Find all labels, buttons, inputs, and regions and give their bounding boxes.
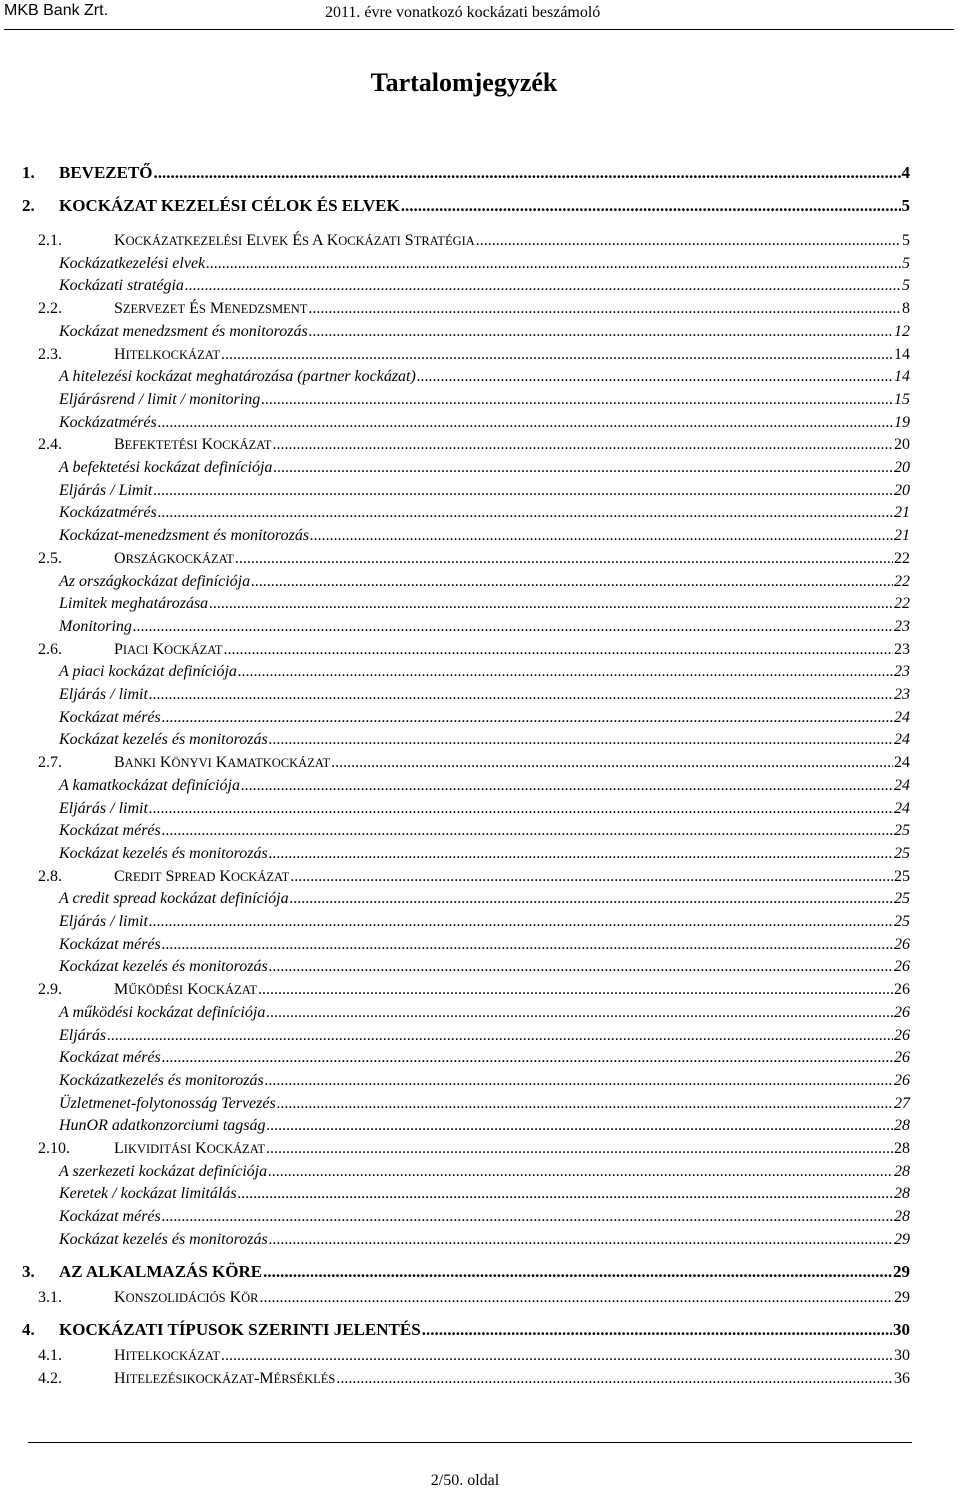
toc-entry-label: Kockázat kezelés és monitorozás	[59, 844, 268, 862]
toc-entry-page: 19	[894, 413, 910, 431]
toc-leader-dots	[235, 548, 893, 570]
toc-entry-label: Eljárás	[59, 1026, 107, 1044]
toc-entry-number: 2.8.	[38, 867, 62, 885]
toc-entry-label: Kockázati stratégia	[59, 277, 184, 295]
toc-entry-label: HunOR adatkonzorciumi tagság	[59, 1117, 266, 1135]
toc-leader-dots	[417, 366, 893, 388]
toc-entry-label: Kockázat mérés	[59, 1208, 161, 1226]
toc-entry-label: HITELKOCKÁZAT	[114, 1346, 220, 1364]
toc-entry-number: 2.3.	[38, 345, 62, 363]
toc-entry-page: 22	[894, 549, 910, 567]
toc-entry[interactable]	[59, 321, 910, 343]
toc-entry[interactable]	[59, 1229, 910, 1251]
toc-entry-page: 29	[893, 1261, 910, 1281]
toc-entry-number: 2.1.	[38, 232, 62, 249]
toc-entry-number: 2.	[22, 196, 35, 215]
toc-entry-label: Kockázat kezelés és monitorozás	[59, 958, 268, 976]
toc-entry-number: 2.9.	[38, 981, 62, 999]
toc-leader-dots	[266, 1138, 893, 1160]
toc-entry[interactable]	[59, 1115, 910, 1137]
toc-entry-label: HITELKOCKÁZAT	[114, 345, 220, 363]
toc-entry-label: A credit spread kockázat definíciója	[59, 890, 289, 908]
toc-entry[interactable]	[22, 1261, 910, 1283]
toc-leader-dots	[401, 195, 901, 217]
toc-entry-label: Monitoring	[59, 617, 132, 635]
toc-leader-dots	[310, 525, 893, 547]
toc-entry-label: A hitelezési kockázat meghatározása (partner kockázat)	[59, 368, 416, 386]
toc-entry-label: Kockázat mérés	[59, 708, 161, 726]
toc-entry[interactable]	[59, 593, 910, 615]
toc-leader-dots	[269, 956, 893, 978]
toc-leader-dots	[308, 298, 901, 320]
toc-leader-dots	[269, 843, 893, 865]
toc-entry[interactable]	[59, 571, 910, 593]
toc-entry-page: 23	[894, 617, 910, 635]
toc-entry-page: 26	[894, 1049, 910, 1067]
toc-entry-page: 30	[894, 1346, 910, 1364]
toc-entry-label: Kockázatmérés	[59, 413, 157, 431]
toc-entry-page: 36	[894, 1369, 910, 1387]
toc-entry-number: 3.1.	[38, 1288, 62, 1306]
toc-entry[interactable]	[22, 195, 910, 217]
toc-entry[interactable]	[38, 639, 910, 661]
toc-entry[interactable]	[59, 525, 910, 547]
toc-entry-number: 4.2.	[38, 1369, 62, 1387]
toc-entry-label: Kockázat mérés	[59, 1049, 161, 1067]
toc-leader-dots	[162, 1047, 893, 1069]
toc-entry-label: CREDIT SPREAD KOCKÁZAT	[114, 867, 290, 885]
toc-entry-page: 21	[894, 527, 910, 545]
toc-entry-label: Eljárásrend / limit / monitoring	[59, 390, 261, 408]
report-title: 2011. évre vonatkozó kockázati beszámoló	[325, 4, 601, 21]
toc-entry-number: 3.	[22, 1261, 35, 1281]
toc-entry[interactable]	[38, 1345, 910, 1367]
toc-entry-label: KONSZOLIDÁCIÓS KÖR	[114, 1288, 259, 1306]
toc-entry-number: 4.1.	[38, 1346, 62, 1364]
toc-leader-dots	[267, 1115, 893, 1137]
toc-entry[interactable]	[59, 1093, 910, 1115]
toc-entry[interactable]	[59, 457, 910, 479]
toc-entry-number: 2.2.	[38, 300, 62, 318]
toc-entry-label: LIKVIDITÁSI KOCKÁZAT	[114, 1140, 266, 1157]
toc-entry-number: 2.6.	[38, 640, 62, 658]
toc-leader-dots	[263, 1261, 892, 1283]
toc-leader-dots	[422, 1319, 892, 1341]
toc-leader-dots	[158, 412, 893, 434]
page-title: Tartalomjegyzék	[370, 68, 558, 97]
toc-entry-page: 28	[894, 1185, 910, 1203]
toc-entry-page: 29	[894, 1288, 910, 1306]
toc-entry-page: 24	[894, 731, 910, 749]
toc-entry-page: 22	[894, 572, 910, 590]
toc-leader-dots	[261, 389, 893, 411]
toc-entry-page: 23	[894, 686, 910, 703]
toc-entry[interactable]	[59, 1070, 910, 1092]
toc-entry-number: 1.	[22, 163, 35, 182]
toc-entry[interactable]	[59, 775, 910, 797]
toc-entry-page: 14	[894, 368, 910, 386]
toc-entry[interactable]	[59, 412, 910, 434]
toc-entry-page: 30	[893, 1319, 910, 1339]
toc-leader-dots	[277, 1093, 893, 1115]
toc-entry[interactable]	[59, 729, 910, 751]
toc-entry-page: 5	[902, 277, 910, 295]
toc-entry[interactable]	[59, 1161, 910, 1183]
toc-entry-label: PIACI KOCKÁZAT	[114, 640, 223, 658]
toc-entry-label: Üzletmenet-folytonosság Tervezés	[59, 1094, 276, 1112]
toc-entry[interactable]	[59, 934, 910, 956]
toc-entry[interactable]	[59, 911, 910, 933]
toc-leader-dots	[273, 434, 894, 456]
toc-entry[interactable]	[59, 661, 910, 683]
toc-entry-page: 4	[901, 163, 910, 182]
toc-entry-label: Eljárás / limit	[59, 686, 148, 703]
toc-entry[interactable]	[59, 1183, 910, 1205]
toc-leader-dots	[162, 934, 893, 956]
toc-entry-label: HITELEZÉSIKOCKÁZAT-MÉRSÉKLÉS	[114, 1369, 336, 1387]
toc-entry-page: 20	[894, 459, 910, 476]
toc-entry-label: Kockázat menedzsment és monitorozás	[59, 322, 308, 340]
toc-entry-page: 14	[894, 345, 910, 363]
toc-leader-dots	[224, 639, 893, 661]
toc-entry-number: 2.10.	[38, 1140, 70, 1157]
toc-entry-label: Kockázatkezelés és monitorozás	[59, 1071, 264, 1089]
toc-entry-page: 22	[894, 595, 910, 613]
toc-leader-dots	[268, 1161, 893, 1183]
toc-leader-dots	[133, 616, 893, 638]
toc-entry-page: 25	[894, 822, 910, 840]
toc-leader-dots	[153, 480, 893, 502]
toc-leader-dots	[309, 321, 893, 343]
toc-entry[interactable]	[59, 1047, 910, 1069]
toc-entry[interactable]	[38, 1287, 910, 1309]
toc-entry-number: 2.4.	[38, 436, 62, 454]
toc-entry-page: 24	[894, 708, 910, 726]
company-name: MKB Bank Zrt.	[4, 2, 109, 19]
toc-leader-dots	[209, 593, 893, 615]
toc-entry[interactable]	[38, 230, 910, 252]
toc-entry-label: BANKI KÖNYVI KAMATKOCKÁZAT	[114, 754, 331, 772]
toc-entry-label: Eljárás / Limit	[59, 481, 153, 499]
toc-entry[interactable]	[59, 820, 910, 842]
toc-entry[interactable]	[59, 366, 910, 388]
toc-leader-dots	[149, 911, 893, 933]
page-number: 2/50. oldal	[430, 1472, 500, 1489]
toc-leader-dots	[206, 253, 901, 275]
toc-entry[interactable]	[59, 1206, 910, 1228]
toc-leader-dots	[154, 162, 901, 184]
toc-leader-dots	[336, 1368, 893, 1390]
toc-entry-label: Keretek / kockázat limitálás	[59, 1185, 237, 1203]
toc-entry-page: 24	[894, 799, 910, 817]
toc-entry-page: 8	[902, 300, 910, 318]
toc-entry-label: Kockázat-menedzsment és monitorozás	[59, 527, 310, 545]
toc-leader-dots	[241, 775, 893, 797]
toc-entry[interactable]	[59, 480, 910, 502]
toc-entry-page: 25	[894, 890, 910, 908]
toc-leader-dots	[238, 1183, 893, 1205]
toc-leader-dots	[265, 1070, 893, 1092]
toc-entry-number: 2.5.	[38, 549, 62, 567]
toc-leader-dots	[290, 888, 893, 910]
toc-entry-label: MŰKÖDÉSI KOCKÁZAT	[114, 981, 257, 999]
toc-leader-dots	[149, 684, 893, 706]
toc-entry-page: 26	[894, 1003, 910, 1021]
toc-leader-dots	[158, 502, 893, 524]
toc-leader-dots	[258, 979, 893, 1001]
toc-entry-label: Az országkockázat definíciója	[59, 572, 251, 590]
toc-entry-page: 25	[894, 867, 910, 885]
toc-entry-label: KOCKÁZAT KEZELÉSI CÉLOK ÉS ELVEK	[59, 196, 400, 215]
toc-entry-label: Kockázat kezelés és monitorozás	[59, 731, 268, 749]
toc-entry-page: 5	[901, 196, 910, 215]
toc-entry-page: 12	[894, 322, 910, 340]
toc-entry-label: SZERVEZET ÉS MENEDZSMENT	[114, 300, 308, 318]
toc-entry-label: A működési kockázat definíciója	[59, 1003, 266, 1021]
toc-entry-page: 20	[894, 436, 910, 454]
toc-leader-dots	[476, 230, 901, 252]
toc-entry-page: 27	[894, 1094, 910, 1112]
toc-entry-page: 26	[894, 981, 910, 999]
toc-leader-dots	[269, 1229, 893, 1251]
toc-entry[interactable]	[38, 1138, 910, 1160]
toc-entry-label: Eljárás / limit	[59, 799, 148, 817]
toc-entry-page: 5	[902, 232, 910, 249]
toc-entry-label: KOCKÁZATI TÍPUSOK SZERINTI JELENTÉS	[59, 1319, 421, 1339]
toc-entry-label: BEVEZETŐ	[59, 163, 153, 182]
toc-leader-dots	[260, 1287, 894, 1309]
toc-entry-label: ORSZÁGKOCKÁZAT	[114, 549, 234, 567]
toc-entry[interactable]	[59, 888, 910, 910]
toc-entry[interactable]	[59, 1002, 910, 1024]
toc-entry-page: 29	[894, 1230, 910, 1248]
toc-entry-page: 21	[894, 504, 910, 522]
toc-entry-label: Kockázatmérés	[59, 504, 157, 522]
toc-entry-page: 24	[894, 776, 910, 794]
toc-entry[interactable]	[38, 434, 910, 456]
toc-leader-dots	[269, 729, 893, 751]
toc-entry-page: 5	[902, 254, 910, 272]
toc-entry-label: KOCKÁZATKEZELÉSI ELVEK ÉS A KOCKÁZATI STRATÉGIA	[114, 232, 475, 249]
toc-entry[interactable]	[59, 956, 910, 978]
toc-entry-label: BEFEKTETÉSI KOCKÁZAT	[114, 436, 272, 454]
toc-entry-label: Eljárás / limit	[59, 913, 148, 930]
toc-leader-dots	[266, 1002, 893, 1024]
toc-entry[interactable]	[59, 502, 910, 524]
toc-leader-dots	[290, 866, 893, 888]
toc-entry-label: Kockázat mérés	[59, 935, 161, 953]
toc-entry[interactable]	[59, 1025, 910, 1047]
toc-leader-dots	[251, 571, 893, 593]
toc-entry-page: 20	[894, 481, 910, 499]
toc-entry[interactable]	[59, 275, 910, 297]
toc-entry[interactable]	[38, 548, 910, 570]
toc-leader-dots	[107, 1025, 893, 1047]
toc-entry[interactable]	[59, 707, 910, 729]
toc-entry[interactable]	[38, 979, 910, 1001]
toc-entry-page: 25	[894, 913, 910, 930]
toc-entry-number: 4.	[22, 1319, 35, 1339]
toc-entry[interactable]	[38, 344, 910, 366]
toc-entry-page: 28	[894, 1162, 910, 1180]
toc-entry[interactable]	[22, 162, 910, 184]
toc-entry-page: 25	[894, 844, 910, 862]
toc-entry[interactable]	[59, 798, 910, 820]
toc-entry[interactable]	[38, 866, 910, 888]
toc-entry-page: 23	[894, 663, 910, 681]
toc-leader-dots	[331, 752, 893, 774]
toc-entry[interactable]	[59, 389, 910, 411]
toc-entry[interactable]	[38, 1368, 910, 1390]
toc-entry-number: 2.7.	[38, 754, 62, 772]
toc-entry-label: A piaci kockázat definíciója	[59, 663, 237, 681]
toc-leader-dots	[149, 798, 893, 820]
toc-entry[interactable]	[59, 684, 910, 706]
toc-entry-label: A szerkezeti kockázat definíciója	[59, 1162, 268, 1180]
toc-entry[interactable]	[38, 298, 910, 320]
toc-leader-dots	[185, 275, 901, 297]
toc-entry-label: Kockázatkezelési elvek	[59, 254, 206, 272]
toc-entry-page: 24	[894, 754, 910, 772]
toc-entry-label: A befektetési kockázat definíciója	[59, 459, 273, 476]
toc-entry-page: 28	[894, 1117, 910, 1135]
toc-leader-dots	[238, 661, 893, 683]
toc-leader-dots	[162, 707, 893, 729]
toc-entry[interactable]	[59, 253, 910, 275]
toc-entry-page: 28	[894, 1140, 910, 1157]
toc-entry[interactable]	[38, 752, 910, 774]
toc-entry[interactable]	[22, 1319, 910, 1341]
toc-entry-label: Limitek meghatározása	[59, 595, 209, 613]
toc-entry-label: Kockázat mérés	[59, 822, 161, 840]
toc-entry-label: A kamatkockázat definíciója	[59, 776, 240, 794]
toc-leader-dots	[162, 1206, 893, 1228]
toc-entry-page: 26	[894, 958, 910, 976]
toc-leader-dots	[162, 820, 893, 842]
footer-rule	[28, 1442, 912, 1443]
toc-entry-page: 15	[894, 390, 910, 408]
toc-entry-page: 23	[894, 640, 910, 658]
toc-entry-page: 26	[894, 1071, 910, 1089]
toc-entry-page: 26	[894, 935, 910, 953]
toc-leader-dots	[221, 1345, 893, 1367]
toc-entry-page: 26	[894, 1026, 910, 1044]
toc-entry[interactable]	[59, 616, 910, 638]
toc-leader-dots	[221, 344, 893, 366]
toc-entry[interactable]	[59, 843, 910, 865]
toc-entry-label: AZ ALKALMAZÁS KÖRE	[59, 1261, 263, 1281]
toc-entry-page: 28	[894, 1208, 910, 1226]
toc-leader-dots	[273, 457, 893, 479]
toc-entry-label: Kockázat kezelés és monitorozás	[59, 1230, 268, 1248]
